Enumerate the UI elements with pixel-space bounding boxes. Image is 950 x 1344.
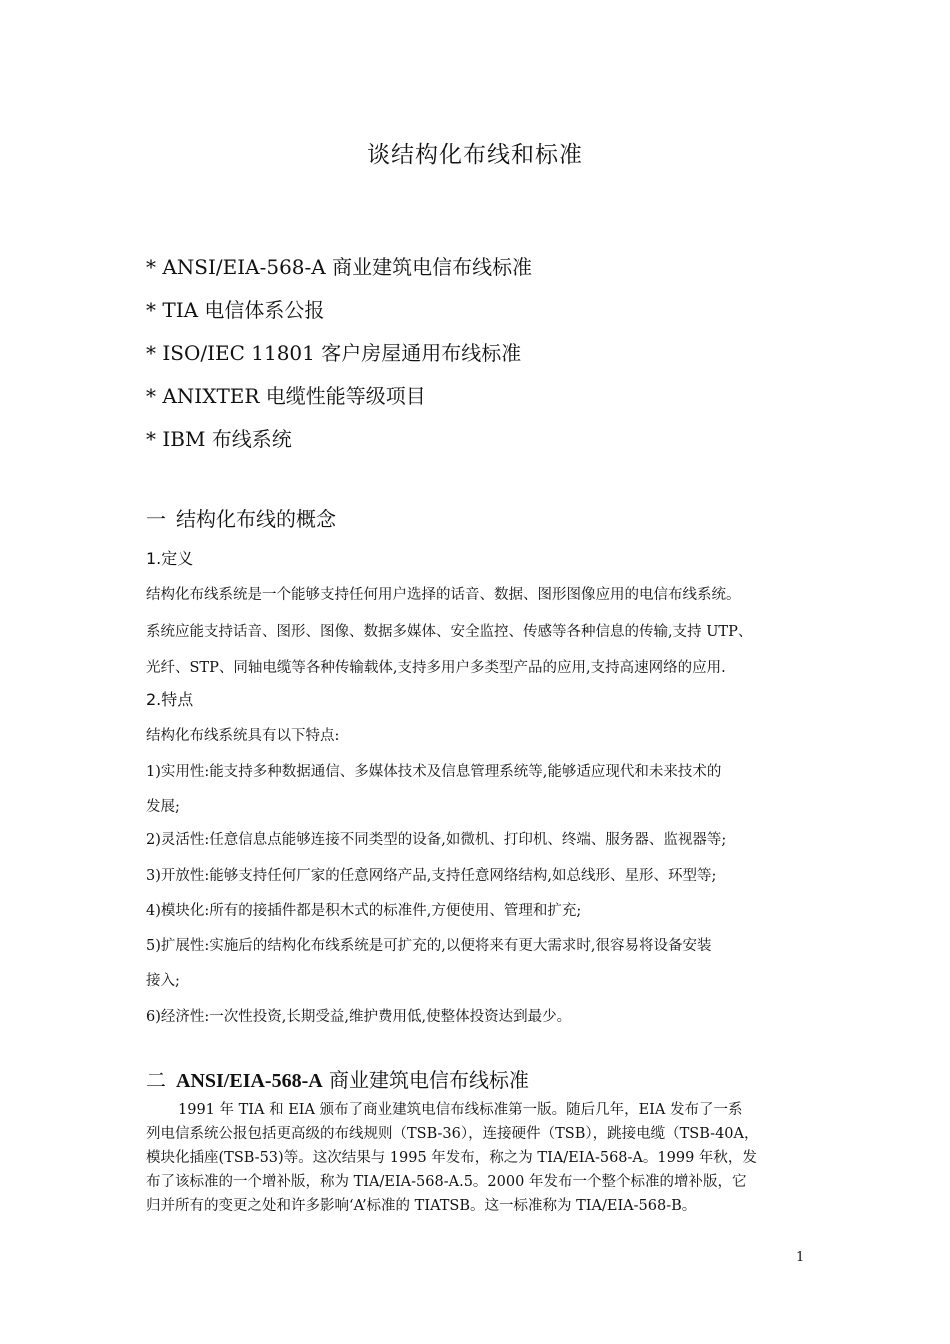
- feature-line: 1)实用性:能支持多种数据通信、多媒体技术及信息管理系统等,能够适应现代和未来技术的: [146, 764, 722, 780]
- feature-line: 2)灵活性:任意信息点能够连接不同类型的设备,如微机、打印机、终端、服务器、监视器等;: [146, 832, 727, 848]
- paragraph-line: 列电信系统公报包括更高级的布线规则（TSB-36），连接硬件（TSB），跳接电缆（TSB-40A，: [146, 1126, 759, 1142]
- definition-line: 光纤、STP、同轴电缆等各种传输载体,支持多用户多类型产品的应用,支持高速网络的应用.: [146, 660, 726, 676]
- document-title: 谈结构化布线和标准: [367, 142, 583, 168]
- paragraph-line: 归并所有的变更之处和许多影响‘A’标准的 TIATSB。这一标准称为 TIA/EIA-568-B。: [146, 1198, 697, 1214]
- page-number: 1: [796, 1250, 805, 1265]
- section2-number: 二: [146, 1068, 166, 1092]
- section2-paragraph: [146, 1098, 810, 1218]
- section2-heading: [146, 1064, 529, 1093]
- section2-title: 商业建筑电信布线标准: [322, 1068, 530, 1092]
- standards-list-item: * ANSI/EIA-568-A 商业建筑电信布线标准: [146, 255, 533, 279]
- features-heading: 2.特点: [146, 690, 194, 709]
- standards-list-item: * TIA 电信体系公报: [146, 298, 325, 322]
- standards-list-item: * ANIXTER 电缆性能等级项目: [146, 384, 426, 408]
- features-intro: 结构化布线系统具有以下特点:: [146, 728, 340, 744]
- feature-line: 6)经济性:一次性投资,长期受益,维护费用低,使整体投资达到最少。: [146, 1009, 572, 1025]
- section1-heading: [146, 503, 336, 532]
- definition-line: 结构化布线系统是一个能够支持任何用户选择的话音、数据、图形图像应用的电信布线系统。: [146, 587, 741, 603]
- standards-list-item: * ISO/IEC 11801 客户房屋通用布线标准: [146, 341, 522, 365]
- section1-title: 结构化布线的概念: [176, 507, 336, 531]
- feature-line: 接入;: [146, 973, 180, 989]
- paragraph-line: 1991 年 TIA 和 EIA 颁布了商业建筑电信布线标准第一版。随后几年，EIA 发布了一系: [178, 1102, 743, 1118]
- feature-line: 5)扩展性:实施后的结构化布线系统是可扩充的,以便将来有更大需求时,很容易将设备安装: [146, 938, 712, 954]
- standards-list: [146, 252, 532, 467]
- feature-line: 4)模块化:所有的接插件都是积木式的标准件,方便使用、管理和扩充;: [146, 903, 582, 919]
- standards-list-item: * IBM 布线系统: [146, 427, 292, 451]
- feature-line: 3)开放性:能够支持任何厂家的任意网络产品,支持任意网络结构,如总线形、星形、环型等;: [146, 868, 717, 884]
- paragraph-line: 模块化插座(TSB-53)等。这次结果与 1995 年发布，称之为 TIA/EIA-568-A。1999 年秋，发: [146, 1150, 757, 1166]
- definition-line: 系统应能支持话音、图形、图像、数据多媒体、安全监控、传感等各种信息的传输,支持 UTP、: [146, 624, 753, 640]
- feature-line: 发展;: [146, 799, 180, 815]
- paragraph-line: 布了该标准的一个增补版，称为 TIA/EIA-568-A.5。2000 年发布一个整个标准的增补版，它: [146, 1174, 747, 1190]
- section1-number: 一: [146, 507, 166, 531]
- definition-heading: 1.定义: [146, 549, 194, 568]
- section2-title-bold: ANSI/EIA-568-A: [176, 1070, 323, 1092]
